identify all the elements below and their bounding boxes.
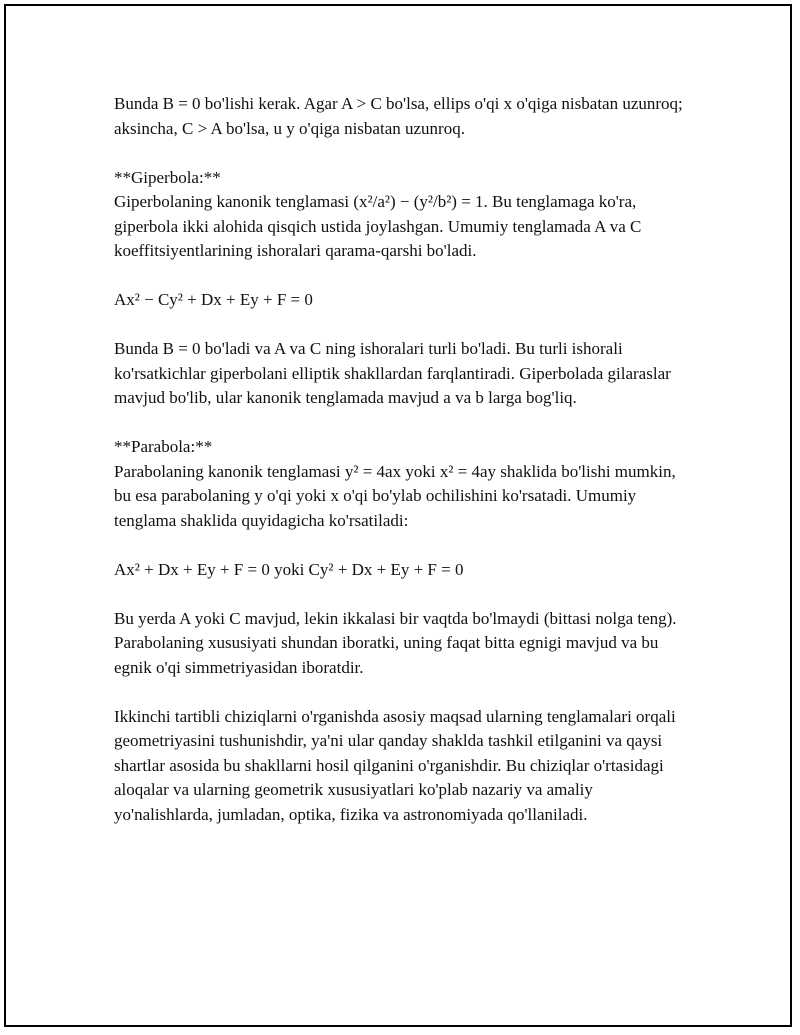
spacer xyxy=(114,313,686,338)
heading-hyperbola: **Giperbola:** xyxy=(114,167,221,187)
heading-parabola: **Parabola:** xyxy=(114,437,213,456)
spacer xyxy=(114,533,686,558)
paragraph-conclusion: Ikkinchi tartibli chiziqlarni o'rganishda asosiy maqsad ularning tenglamalari orqali geometriyasini tushunishdir, ya'ni ular qanday shaklda tashkil etilganini va qaysi shartlar asosida bu shakllarni hosil qilganini o'rganishdir. Bu chiziqlar o'rtasidagi aloqalar va ularning geometrik xususiyatlari ko'plab nazariy va amaliy yo'nalishlarda, jumladan, optika, fizika va astronomiyada qo'llaniladi. xyxy=(114,706,676,824)
spacer xyxy=(114,411,686,436)
spacer xyxy=(114,582,686,607)
paragraph-hyperbola-canonical: Giperbolaning kanonik tenglamasi (x²/a²) − (y²/b²) = 1. Bu tenglamaga ko'ra, giperbola ikki alohida qisqich ustida joylashgan. Umumiy tenglamada A va C koeffitsiyentlarining ishoralari qarama-qarshi bo'ladi. xyxy=(114,192,642,260)
document-body xyxy=(114,92,686,827)
spacer xyxy=(114,264,686,289)
equation-hyperbola-general: Ax² − Cy² + Dx + Ey + F = 0 xyxy=(114,290,313,309)
equation-parabola-general: Ax² + Dx + Ey + F = 0 yoki Cy² + Dx + Ey + F = 0 xyxy=(114,559,464,579)
spacer xyxy=(114,680,686,705)
paragraph-hyperbola-signs: Bunda B = 0 bo'ladi va A va C ning ishoralari turli bo'ladi. Bu turli ishorali ko'rsatkichlar giperbolani elliptik shakllardan farqlantiradi. Giperbolada gilaraslar mavjud bo'lib, ular kanonik tenglamada mavjud a va b larga bog'liq. xyxy=(114,339,671,407)
spacer xyxy=(114,141,686,166)
paragraph-ellipse-note: Bunda B = 0 bo'lishi kerak. Agar A > C bo'lsa, ellips o'qi x o'qiga nisbatan uzunroq; aksincha, C > A bo'lsa, u y o'qiga nisbatan uzunroq. xyxy=(114,94,683,138)
paragraph-parabola-canonical: Parabolaning kanonik tenglamasi y² = 4ax yoki x² = 4ay shaklida bo'lishi mumkin, bu esa parabolaning y o'qi yoki x o'qi bo'ylab ochilishini ko'rsatadi. Umumiy tenglama shaklida quyidagicha ko'rsatiladi: xyxy=(114,461,676,530)
paragraph-parabola-properties: Bu yerda A yoki C mavjud, lekin ikkalasi bir vaqtda bo'lmaydi (bittasi nolga teng). Parabolaning xususiyati shundan iboratki, uning faqat bitta egnigi mavjud va bu egnik o'qi simmetriyasidan iboratdir. xyxy=(114,608,677,677)
